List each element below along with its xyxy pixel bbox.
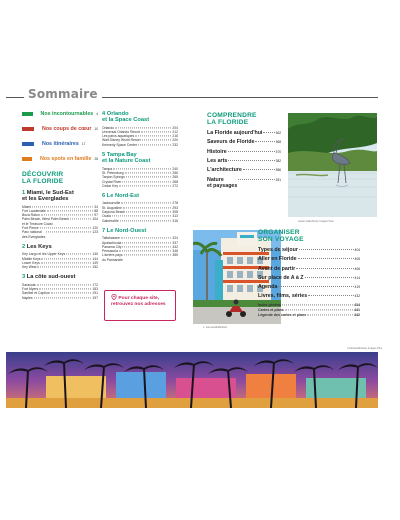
comprendre-item-page: 368 xyxy=(275,140,281,145)
toc-column-2 xyxy=(102,111,178,262)
toc-item-leader xyxy=(119,251,171,252)
region-number: 3 xyxy=(22,274,26,281)
toc-item-leader xyxy=(41,215,94,216)
region-items xyxy=(22,252,98,269)
highlight-page: 10 xyxy=(94,127,98,131)
night-skyline-photo xyxy=(6,352,378,408)
organiser-item-label: Avant de partir xyxy=(258,265,296,272)
organiser-item-leader xyxy=(308,295,353,296)
highlight-swatch xyxy=(22,112,33,116)
toc-item-page: 308 xyxy=(172,210,178,215)
comprendre-item-entry[interactable] xyxy=(207,138,281,147)
toc-item-label: Fort Lauderdale xyxy=(22,208,46,213)
toc-item-leader xyxy=(124,255,171,256)
toc-item-page: 278 xyxy=(172,201,178,206)
toc-item-leader xyxy=(41,258,91,259)
organiser-item-page: 414 xyxy=(354,275,360,280)
toc-item-label: Daytona Beach xyxy=(102,210,126,215)
toc-item-label: L'arrière-pays du Panhandle xyxy=(102,253,123,262)
organiser-extra-leader xyxy=(307,314,353,315)
region-heading xyxy=(22,244,98,250)
organiser-extras xyxy=(258,303,360,318)
section-title-decouvrir: DÉCOUVRIR LA FLORIDE xyxy=(22,171,64,185)
toc-item-page: 97 xyxy=(94,213,98,218)
organiser-item-leader xyxy=(305,277,354,278)
comprendre-item-leader xyxy=(238,179,274,180)
comprendre-item-entry[interactable] xyxy=(207,177,281,189)
comprendre-item-leader xyxy=(255,141,274,142)
toc-item-label: Parc national des Everglades xyxy=(22,230,46,239)
comprendre-item-label: La Floride aujourd'hui xyxy=(207,130,263,136)
toc-item-page: 120 xyxy=(92,226,98,231)
toc-item-page: 149 xyxy=(92,260,98,265)
organiser-item-entry[interactable] xyxy=(258,265,360,274)
toc-item-leader xyxy=(120,220,172,221)
highlights-list xyxy=(22,111,98,162)
toc-item-entry[interactable] xyxy=(102,253,178,262)
highlight-page: 17 xyxy=(81,142,86,146)
toc-item-leader xyxy=(142,140,172,141)
highlight-swatch xyxy=(22,157,32,161)
toc-item-label: Tarpon Springs xyxy=(102,175,125,180)
toc-item-label: St. Augustine xyxy=(102,205,122,210)
region-number: 1 xyxy=(22,190,26,196)
region-heading xyxy=(22,274,98,280)
toc-item-page: 337 xyxy=(172,240,178,245)
toc-item-entry[interactable] xyxy=(22,296,98,300)
addresses-note xyxy=(104,290,176,321)
organiser-extra-label: Cartes et plans xyxy=(258,307,284,312)
comprendre-list xyxy=(207,129,281,189)
toc-item-label: Les parcs aquatiques xyxy=(102,134,135,139)
organiser-list xyxy=(258,246,360,302)
toc-item-page: 355 xyxy=(172,253,178,258)
toc-item-label: Pensacola xyxy=(102,249,118,254)
toc-column-4 xyxy=(258,229,360,318)
organiser-item-label: Sur place de A à Z xyxy=(258,274,304,281)
toc-item-entry[interactable] xyxy=(22,265,98,269)
map-pin-icon xyxy=(111,294,117,300)
comprendre-item-entry[interactable] xyxy=(207,157,281,166)
comprendre-item-leader xyxy=(243,169,275,170)
photo1-credit: Jason Gallo/Getty Images Plus xyxy=(298,220,334,223)
regions-list-2 xyxy=(102,111,178,262)
toc-item-leader xyxy=(135,136,171,137)
organiser-item-page: 432 xyxy=(354,294,360,299)
highlight-page: 28 xyxy=(94,157,98,161)
toc-item-label: Apalachicola xyxy=(102,240,122,245)
highlight-entry[interactable] xyxy=(22,126,98,132)
toc-item-page: 313 xyxy=(172,214,178,219)
toc-item-page: 268 xyxy=(172,179,178,184)
toc-item-label: Middle Keys xyxy=(22,256,41,261)
toc-column-1 xyxy=(22,111,98,300)
toc-item-label: Orlando xyxy=(102,125,115,130)
toc-item-leader xyxy=(115,127,171,128)
toc-item-label: Key Largo et les Upper Keys xyxy=(22,252,66,257)
region-name: Tampa Bay et la Nature Coast xyxy=(102,152,151,165)
region-items xyxy=(22,205,98,239)
toc-item-label: Sanibel et Captiva xyxy=(22,291,50,296)
toc-item-label: Tallahassee xyxy=(102,236,120,241)
toc-item-label: Palm Beach, West Palm Beach et le Treasure Coast xyxy=(22,217,70,226)
comprendre-item-label: Saveurs de Floride xyxy=(207,139,255,146)
toc-item-label: Cedar Key xyxy=(102,183,119,188)
toc-item-label: Crystal River xyxy=(102,179,122,184)
organiser-item-leader xyxy=(278,286,353,287)
comprendre-item-entry[interactable] xyxy=(207,148,281,157)
toc-item-page: 220 xyxy=(172,138,178,143)
region-number: 4 xyxy=(102,111,106,117)
toc-item-label: Walt Disney World Resort xyxy=(102,138,141,143)
toc-item-label: Jacksonville xyxy=(102,201,121,206)
region-items xyxy=(102,126,178,147)
highlight-entry[interactable] xyxy=(22,156,98,162)
highlight-swatch xyxy=(22,142,34,146)
toc-item-leader xyxy=(41,262,92,263)
toc-item-label: Key West xyxy=(22,265,37,270)
toc-item-label: Universal Orlando Resort xyxy=(102,129,141,134)
comprendre-item-entry[interactable] xyxy=(207,166,281,175)
toc-item-page: 34 xyxy=(94,204,98,209)
region-items xyxy=(102,236,178,262)
toc-item-leader xyxy=(66,254,91,255)
comprendre-item-leader xyxy=(263,132,274,133)
toc-item-leader xyxy=(32,206,93,207)
toc-item-leader xyxy=(39,288,91,289)
toc-item-page: 144 xyxy=(92,256,98,261)
organiser-item-page: 405 xyxy=(354,257,360,262)
region-name: Orlando et la Space Coast xyxy=(102,111,150,124)
region-name: Le Nord-Est xyxy=(106,193,139,200)
addresses-note-text: Pour chaque site, retrouvez nos adresses xyxy=(111,296,166,307)
section-title-comprendre: COMPRENDRE LA FLORIDE xyxy=(207,112,257,126)
toc-item-label: Miami xyxy=(22,204,32,209)
organiser-item-leader xyxy=(296,268,353,269)
toc-item-page: 197 xyxy=(92,295,98,300)
region-name: Miami, le Sud-Est et les Everglades xyxy=(22,190,74,203)
region-heading xyxy=(22,190,98,203)
region-number: 5 xyxy=(102,152,106,159)
organiser-item-entry[interactable] xyxy=(258,292,360,301)
highlight-label: Nos coups de cœur xyxy=(42,126,92,132)
toc-item-leader xyxy=(37,267,91,268)
organiser-item-label: Aller en Floride xyxy=(258,256,297,263)
comprendre-item-label: Les arts xyxy=(207,157,228,164)
toc-item-label: Fort Myers xyxy=(22,287,39,292)
toc-item-leader xyxy=(121,203,171,204)
toc-item-label: Sarasota xyxy=(22,282,36,287)
comprendre-item-page: 370 xyxy=(275,149,281,154)
photo3-credit: Cristinacelli/Getty Images Plus xyxy=(347,347,383,350)
organiser-extra-label: Index général xyxy=(258,302,282,307)
toc-item-label: St. Petersburg xyxy=(102,170,124,175)
toc-item-entry[interactable] xyxy=(102,184,178,188)
heron-photo xyxy=(288,113,377,217)
region-items xyxy=(22,283,98,300)
highlight-page: 4 xyxy=(96,112,98,116)
toc-item-leader xyxy=(141,131,171,132)
organiser-extra-page: 442 xyxy=(354,312,360,317)
organiser-item-label: Types de séjour xyxy=(258,247,298,253)
region-heading xyxy=(102,228,178,234)
toc-item-leader xyxy=(119,185,171,186)
toc-item-label: Fort Pierce xyxy=(22,226,39,231)
toc-item-page: 140 xyxy=(92,252,98,257)
comprendre-item-label: Histoire xyxy=(207,148,227,155)
organiser-item-leader xyxy=(298,258,354,259)
toc-item-page: 346 xyxy=(172,249,178,254)
toc-item-leader xyxy=(70,219,91,220)
toc-item-label: Gainesville xyxy=(102,218,119,223)
toc-item-page: 172 xyxy=(92,282,98,287)
organiser-extra-leader xyxy=(285,309,353,310)
toc-item-leader xyxy=(122,181,171,182)
toc-item-page: 272 xyxy=(172,183,178,188)
toc-item-page: 265 xyxy=(172,175,178,180)
comprendre-item-leader xyxy=(228,160,274,161)
toc-item-label: Naples xyxy=(22,295,33,300)
toc-item-page: 216 xyxy=(172,134,178,139)
toc-item-entry[interactable] xyxy=(22,230,98,239)
toc-item-page: 324 xyxy=(172,236,178,241)
highlight-swatch xyxy=(22,127,34,131)
toc-item-page: 316 xyxy=(172,218,178,223)
region-name: La côte sud-ouest xyxy=(26,274,76,281)
toc-item-page: 123 xyxy=(92,230,98,235)
organiser-extra-page: 441 xyxy=(354,307,360,312)
highlight-label: Nos itinéraires xyxy=(42,141,79,147)
toc-item-leader xyxy=(51,293,92,294)
toc-item-leader xyxy=(125,172,172,173)
comprendre-item-entry[interactable] xyxy=(207,129,281,138)
header-rule-right xyxy=(92,97,378,98)
toc-item-leader xyxy=(113,168,171,169)
toc-item-page: 232 xyxy=(172,142,178,147)
organiser-item-page: 404 xyxy=(354,248,360,252)
organiser-item-entry[interactable] xyxy=(258,246,360,255)
region-number: 7 xyxy=(102,227,106,234)
toc-item-page: 104 xyxy=(92,217,98,222)
comprendre-item-page: 382 xyxy=(275,158,281,163)
toc-item-leader xyxy=(126,211,171,212)
toc-item-leader xyxy=(40,227,92,228)
toc-item-leader xyxy=(37,284,92,285)
organiser-item-entry[interactable] xyxy=(258,274,360,283)
organiser-item-entry[interactable] xyxy=(258,255,360,264)
page-title: Sommaire xyxy=(24,87,102,101)
organiser-item-label: Agenda xyxy=(258,284,278,291)
toc-item-entry[interactable] xyxy=(102,219,178,223)
toc-item-leader xyxy=(138,144,171,145)
highlight-entry[interactable] xyxy=(22,141,98,147)
toc-item-label: Lower Keys xyxy=(22,260,40,265)
region-heading xyxy=(102,193,178,199)
organiser-extra-label: Légende des cartes et plans xyxy=(258,312,307,317)
organiser-extra-leader xyxy=(282,304,353,305)
comprendre-item-page: 362 xyxy=(275,131,281,135)
toc-item-page: 212 xyxy=(172,129,178,134)
toc-item-page: 256 xyxy=(172,170,178,175)
toc-item-page: 191 xyxy=(92,291,98,296)
toc-item-label: Ocala xyxy=(102,214,111,219)
toc-item-page: 293 xyxy=(172,205,178,210)
highlight-label: Nos spots en famille xyxy=(39,156,92,162)
region-name: Le Nord-Ouest xyxy=(106,227,147,234)
region-name: Les Keys xyxy=(26,243,52,250)
region-items xyxy=(102,167,178,188)
region-items xyxy=(102,201,178,222)
toc-item-label: Boca Raton xyxy=(22,213,40,218)
toc-item-leader xyxy=(34,297,92,298)
toc-item-page: 240 xyxy=(172,166,178,171)
toc-item-page: 204 xyxy=(172,125,178,130)
organiser-item-page: 419 xyxy=(354,285,360,290)
toc-item-leader xyxy=(123,207,171,208)
photo2-credit: L. Jannarelli/Michelin xyxy=(203,326,228,329)
toc-item-leader xyxy=(47,210,93,211)
region-heading xyxy=(102,111,178,124)
toc-item-entry[interactable] xyxy=(22,217,98,226)
comprendre-item-page: 386 xyxy=(275,168,281,173)
toc-item-label: Panama City xyxy=(102,244,122,249)
comprendre-item-label: Nature et paysages xyxy=(207,177,238,190)
toc-item-page: 88 xyxy=(94,208,98,213)
region-heading xyxy=(102,152,178,165)
toc-item-leader xyxy=(112,216,171,217)
toc-item-page: 152 xyxy=(92,265,98,270)
organiser-extra-entry[interactable] xyxy=(258,313,360,318)
toc-item-label: Tampa xyxy=(102,166,113,171)
toc-item-entry[interactable] xyxy=(102,143,178,147)
organiser-item-label: Livres, films, séries xyxy=(258,293,308,300)
decouvrir-regions xyxy=(22,190,98,300)
comprendre-item-leader xyxy=(228,151,275,152)
highlight-entry[interactable] xyxy=(22,111,98,117)
comprendre-item-page: 391 xyxy=(275,178,281,183)
organiser-item-entry[interactable] xyxy=(258,283,360,292)
section-title-organiser: ORGANISER SON VOYAGE xyxy=(258,229,304,243)
region-number: 6 xyxy=(102,193,106,200)
organiser-item-leader xyxy=(299,249,354,250)
highlight-label: Nos incontournables xyxy=(40,111,94,117)
comprendre-item-label: L'architecture xyxy=(207,167,242,174)
toc-item-leader xyxy=(121,238,171,239)
toc-item-leader xyxy=(122,242,171,243)
organiser-extra-page: 434 xyxy=(354,302,360,307)
toc-item-page: 183 xyxy=(92,287,98,292)
organiser-item-page: 406 xyxy=(354,266,360,271)
toc-item-leader xyxy=(122,246,171,247)
toc-item-leader xyxy=(46,232,91,233)
region-number: 2 xyxy=(22,243,26,250)
toc-item-label: Kennedy Space Center xyxy=(102,142,138,147)
toc-item-page: 342 xyxy=(172,244,178,249)
toc-column-3 xyxy=(207,112,281,191)
toc-item-leader xyxy=(126,177,172,178)
